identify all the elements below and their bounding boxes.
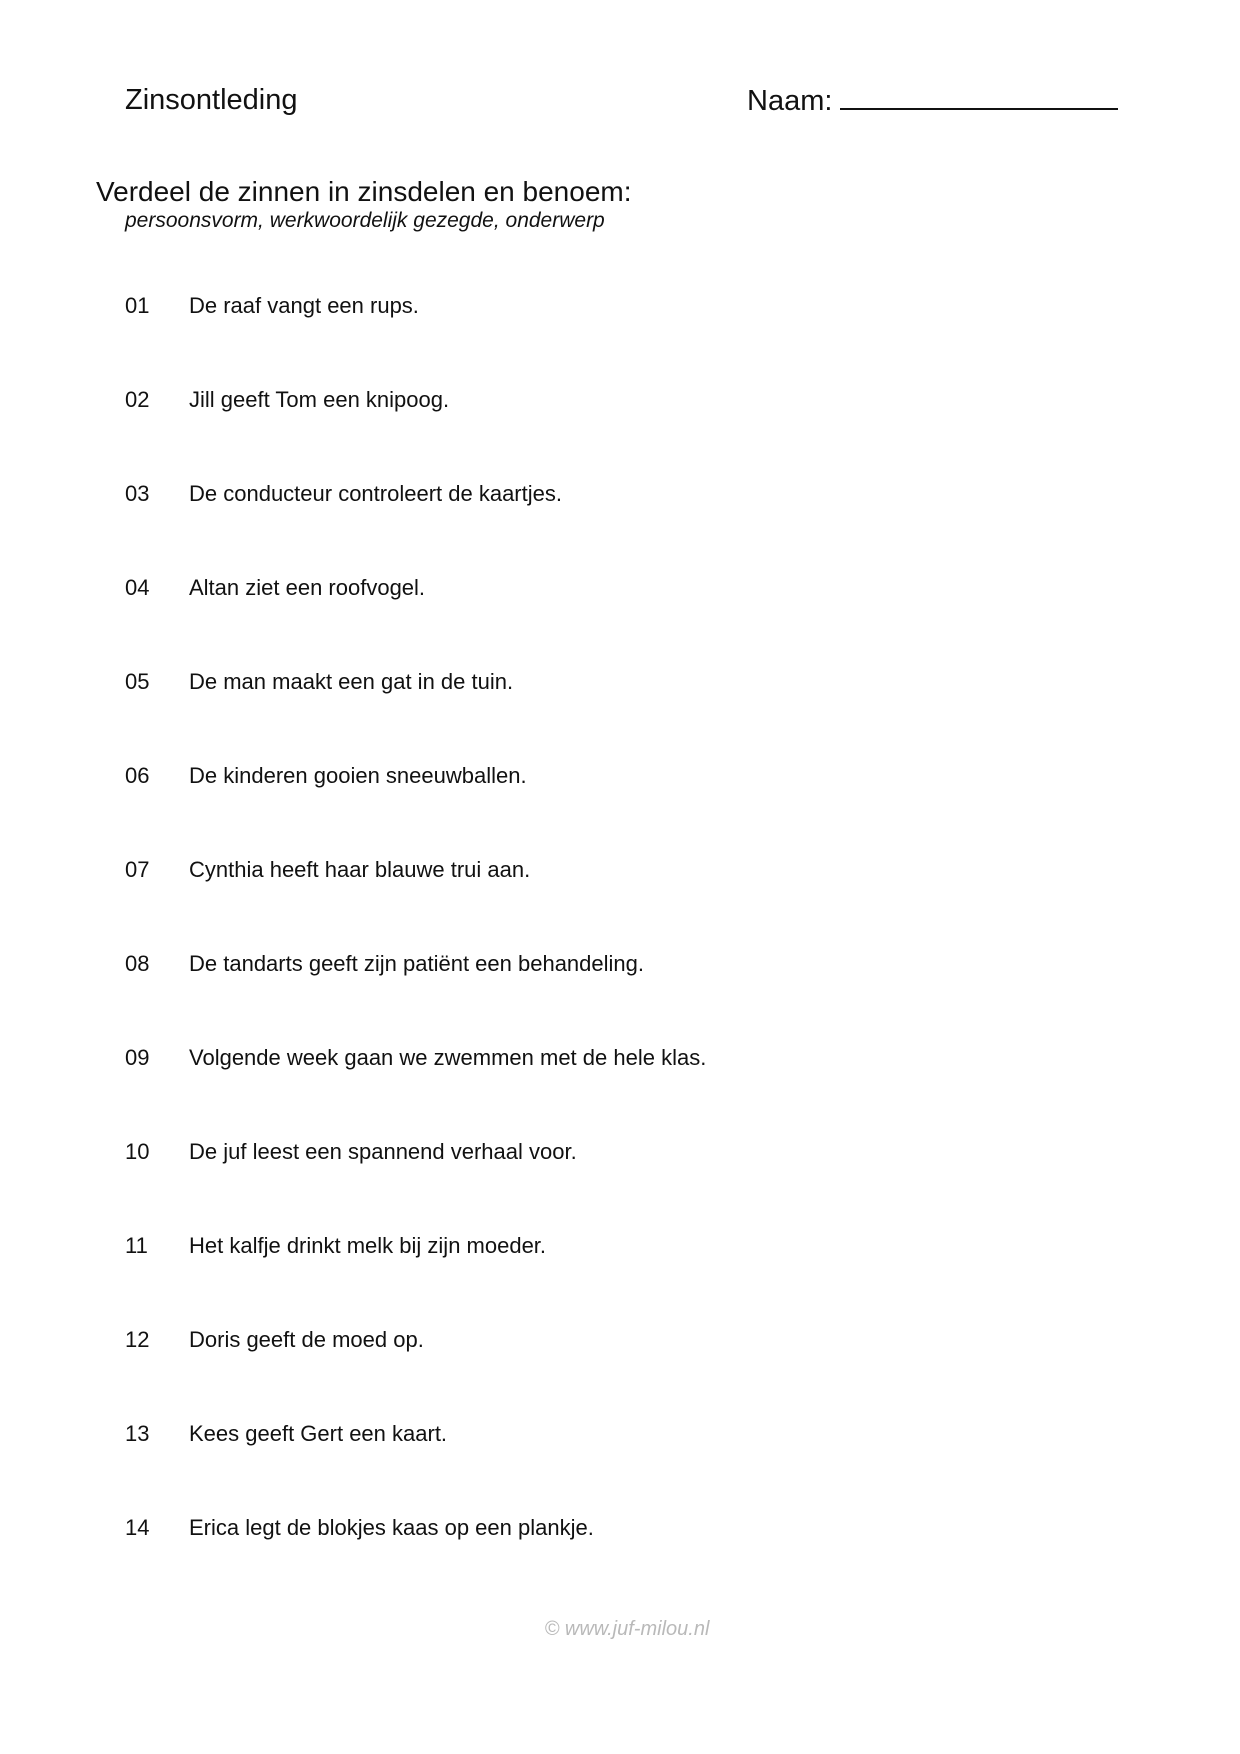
sentence-number: 05 xyxy=(125,669,150,694)
sentence-text: Erica legt de blokjes kaas op een plankje. xyxy=(189,1515,594,1540)
sentence-text: Jill geeft Tom een knipoog. xyxy=(189,387,450,412)
sentence-number: 09 xyxy=(125,1045,150,1070)
sentence-number: 04 xyxy=(125,575,150,600)
sentence-number: 08 xyxy=(125,951,150,976)
sentence-row xyxy=(0,291,1240,321)
worksheet-title: Zinsontleding xyxy=(125,84,298,116)
sentence-row xyxy=(0,1419,1240,1449)
sentence-text: De juf leest een spannend verhaal voor. xyxy=(189,1139,577,1164)
sentence-row xyxy=(0,855,1240,885)
sentence-text: De tandarts geeft zijn patiënt een behandeling. xyxy=(189,951,644,976)
sentence-row xyxy=(0,667,1240,697)
sentence-text: De raaf vangt een rups. xyxy=(189,293,419,318)
sentence-number: 11 xyxy=(125,1233,148,1258)
instruction-main: Verdeel de zinnen in zinsdelen en benoem: xyxy=(96,176,632,207)
sentence-number: 07 xyxy=(125,857,150,882)
sentence-number: 14 xyxy=(125,1515,150,1540)
sentence-row xyxy=(0,573,1240,603)
sentence-number: 06 xyxy=(125,763,150,788)
sentence-text: De conducteur controleert de kaartjes. xyxy=(189,481,562,506)
sentence-row xyxy=(0,1513,1240,1543)
footer-credit: © www.juf-milou.nl xyxy=(544,1618,710,1640)
sentence-text: Kees geeft Gert een kaart. xyxy=(189,1421,448,1446)
sentence-text: De kinderen gooien sneeuwballen. xyxy=(189,763,527,788)
sentence-row xyxy=(0,1231,1240,1261)
sentence-row xyxy=(0,479,1240,509)
sentence-number: 10 xyxy=(125,1139,150,1164)
sentence-number: 12 xyxy=(125,1327,150,1352)
sentence-text: Volgende week gaan we zwemmen met de hele klas. xyxy=(189,1045,707,1070)
sentence-row xyxy=(0,761,1240,791)
sentence-text: Cynthia heeft haar blauwe trui aan. xyxy=(189,857,531,882)
sentence-row xyxy=(0,1325,1240,1355)
sentence-number: 02 xyxy=(125,387,150,412)
sentence-number: 03 xyxy=(125,481,150,506)
sentence-row xyxy=(0,1137,1240,1167)
sentence-row xyxy=(0,1043,1240,1073)
sentence-text: Doris geeft de moed op. xyxy=(189,1327,424,1352)
sentence-number: 13 xyxy=(125,1421,150,1446)
instruction-sub: persoonsvorm, werkwoordelijk gezegde, onderwerp xyxy=(125,209,605,232)
sentence-number: 01 xyxy=(125,293,150,318)
sentence-text: Het kalfje drinkt melk bij zijn moeder. xyxy=(189,1233,547,1258)
name-label: Naam: xyxy=(747,85,833,117)
sentence-text: Altan ziet een roofvogel. xyxy=(189,575,426,600)
sentence-text: De man maakt een gat in de tuin. xyxy=(189,669,514,694)
sentence-row xyxy=(0,949,1240,979)
sentence-row xyxy=(0,385,1240,415)
